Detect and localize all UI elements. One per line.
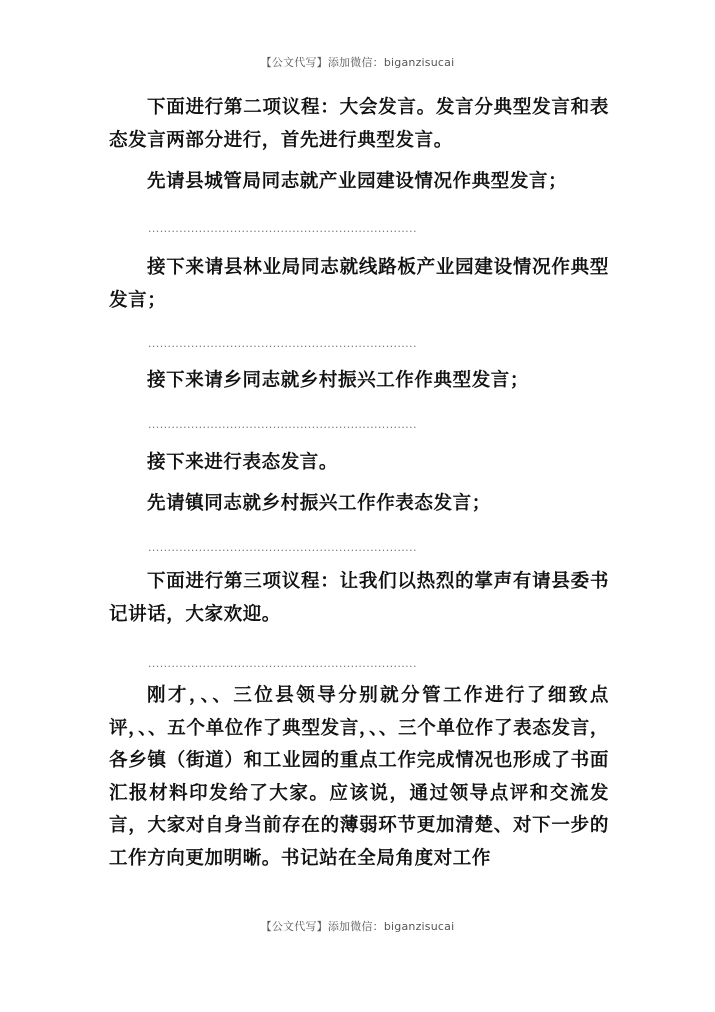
page-footer-watermark: 【公文代写】添加微信：biganzisucai <box>260 920 455 933</box>
dotted-placeholder-line: ..................................................................... <box>148 418 417 431</box>
dotted-placeholder-line: ..................................................................... <box>148 337 417 350</box>
paragraph-statement-intro: 接下来进行表态发言。 <box>147 452 339 473</box>
paragraph-statement-speaker: 先请镇同志就乡村振兴工作作表态发言； <box>147 493 491 514</box>
paragraph-agenda-item-two: 下面进行第二项议程：大会发言。发言分典型发言和表态发言两部分进行，首先进行典型发言。 <box>109 97 609 151</box>
page-header-watermark: 【公文代写】添加微信：biganzisucai <box>260 56 455 69</box>
paragraph-third-speaker: 接下来请乡同志就乡村振兴工作作典型发言； <box>147 370 530 391</box>
paragraph-first-speaker: 先请县城管局同志就产业园建设情况作典型发言； <box>147 171 568 192</box>
paragraph-agenda-item-three: 下面进行第三项议程：让我们以热烈的掌声有请县委书记讲话，大家欢迎。 <box>109 571 609 625</box>
paragraph-summary: 刚才，、、三位县领导分别就分管工作进行了细致点评，、、五个单位作了典型发言，、、三个单位作了表态发言，各乡镇（街道）和工业园的重点工作完成情况也形成了书面汇报材料印发给了大家。应该说，通过领导点评和交流发言，大家对自身当前存在的薄弱环节更加清楚、对下一步的工作方向更加明晰。书记站在全局角度对工作 <box>109 685 609 869</box>
paragraph-second-speaker: 接下来请县林业局同志就线路板产业园建设情况作典型发言； <box>109 257 609 311</box>
dotted-placeholder-line: ..................................................................... <box>148 657 417 670</box>
dotted-placeholder-line: ..................................................................... <box>148 222 417 235</box>
dotted-placeholder-line: ..................................................................... <box>148 541 417 554</box>
